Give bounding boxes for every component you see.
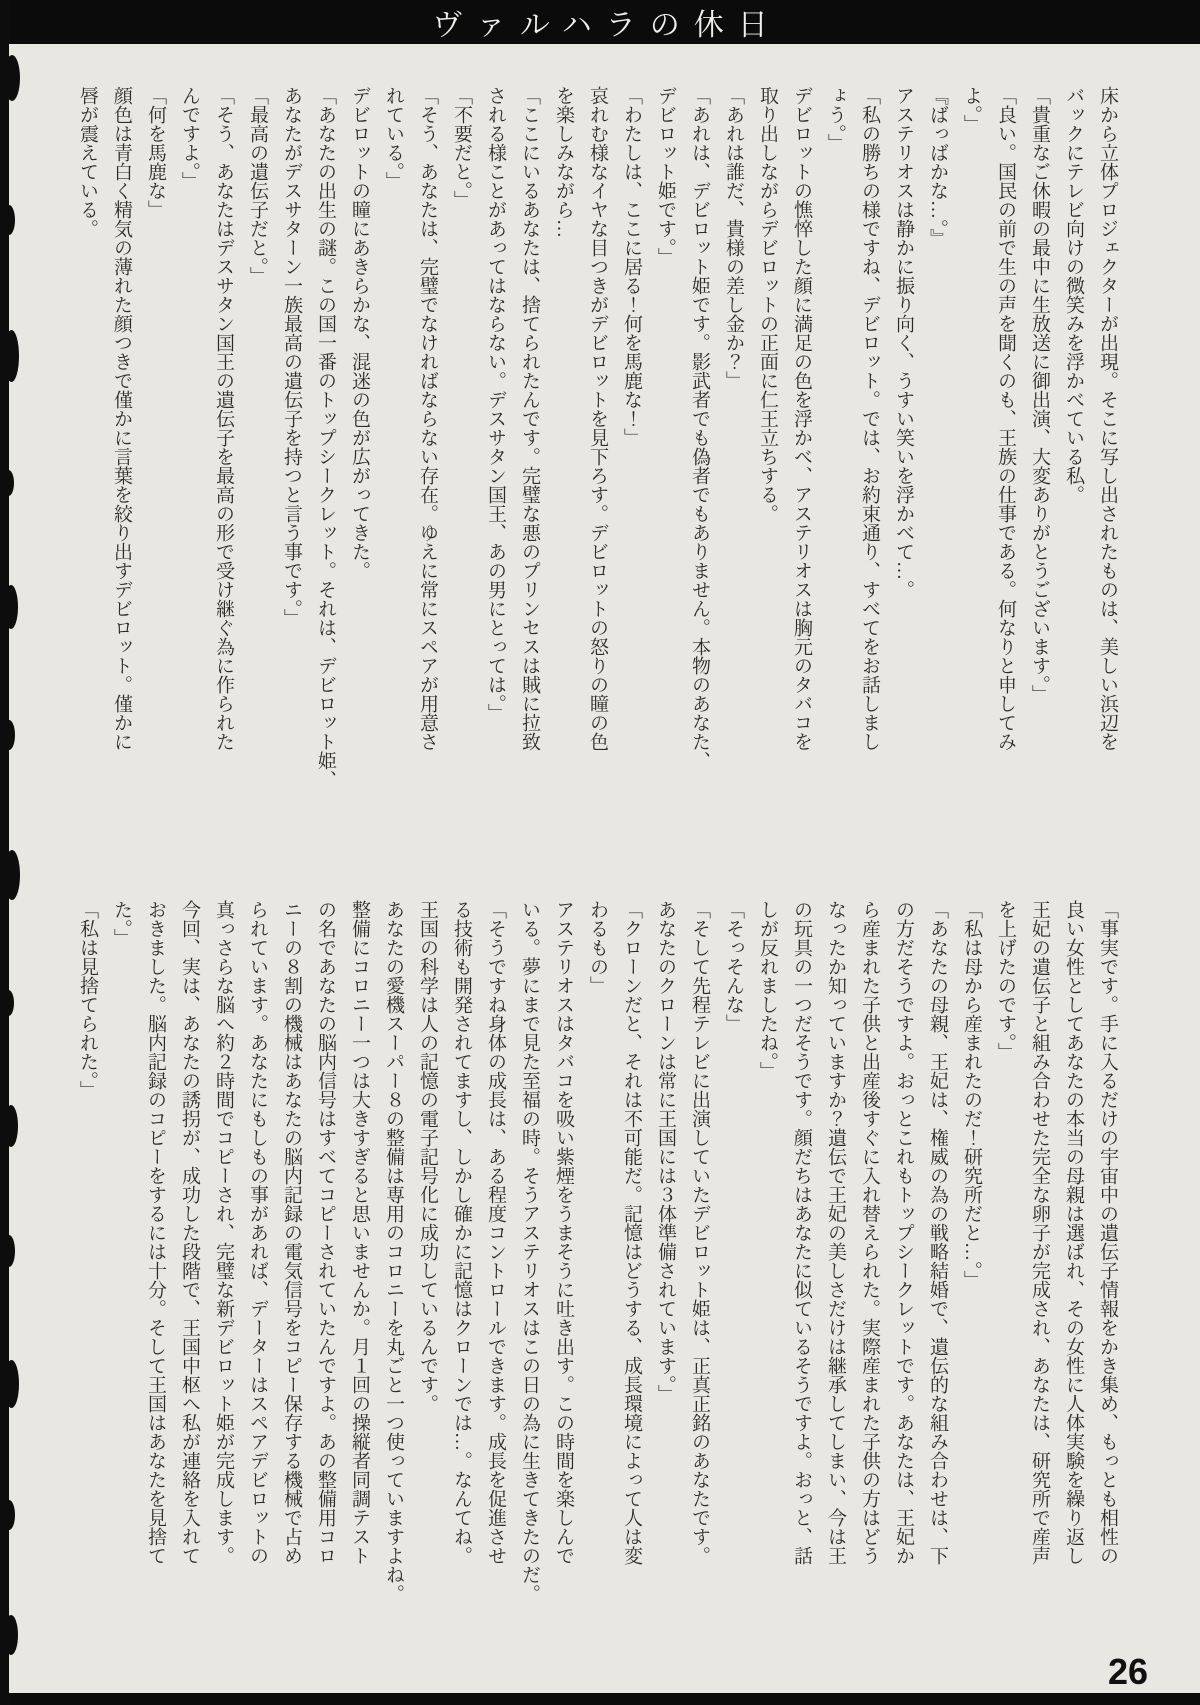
text-column: 「そして先程テレビに出演していたデビロット姫は、正真正銘のあなたです。 bbox=[689, 900, 710, 1565]
text-column: 「クローンだと、それは不可能だ。記憶はどうする、成長環境によって人は変 bbox=[621, 900, 642, 1565]
text-column: 「あなたの出生の謎。この国一番のトップシークレット。それは、デビロット姫、 bbox=[315, 86, 336, 789]
text-column: しが反れましたね。」 bbox=[757, 900, 778, 1081]
page-number: 26 bbox=[1107, 1651, 1148, 1692]
text-column: 「ここにいるあなたは、捨てられたんです。完璧な悪のプリンセスは賊に拉致 bbox=[519, 86, 540, 751]
binding-blob bbox=[4, 55, 20, 101]
text-column: 唇が震えている。 bbox=[77, 86, 98, 238]
text-column: た。」 bbox=[111, 900, 132, 948]
text-column: の方だそうですよ。おっとこれもトップシークレットです。あなたは、王妃か bbox=[893, 900, 914, 1565]
binding-blob bbox=[3, 720, 15, 750]
text-column: デビロットの憔悴した顔に満足の色を浮かべ、アステリオスは胸元のタバコを bbox=[791, 86, 812, 751]
text-column: わるもの」 bbox=[587, 900, 608, 995]
text-column: 今回、実は、あなたの誘拐が、成功した段階で、王国中枢へ私が連絡を入れて bbox=[179, 900, 200, 1565]
text-column: 王妃の遺伝子と組み合わせた完全な卵子が完成され、あなたは、研究所で産声 bbox=[1029, 900, 1050, 1565]
binding-blob bbox=[3, 990, 14, 1016]
bottom-scan-edge bbox=[0, 1693, 1200, 1705]
text-column: あなたの愛機スーパー８の整備は専用のコロニーを丸ごと一つ使っていますよね。 bbox=[383, 900, 404, 1603]
text-column: を上げたのです。」 bbox=[995, 900, 1016, 1062]
text-column: の名であなたの脳内信号はすべてコピーされていたんですよ。あの整備用コロ bbox=[315, 900, 336, 1565]
binding-blob bbox=[3, 1235, 15, 1267]
text-block-top bbox=[76, 86, 1118, 804]
text-column: 『ばっばかな…。』 bbox=[927, 86, 948, 248]
text-column: ょう。」 bbox=[825, 86, 846, 153]
binding-blob bbox=[3, 205, 15, 235]
text-column: 顔色は青白く精気の薄れた顔つきで僅かに言葉を絞り出すデビロット。僅かに bbox=[111, 86, 132, 751]
text-column: なったか知っていますか？遺伝で王妃の美しさだけは継承してしまい、今は王 bbox=[825, 900, 846, 1565]
text-column: 「そう、あなたはデスサタン国王の遺伝子を最高の形で受け継ぐ為に作られた bbox=[213, 86, 234, 751]
binding-blob bbox=[4, 850, 20, 900]
text-column: ニーの８割の機械はあなたの脳内記録の電気信号をコピー保存する機械で占め bbox=[281, 900, 302, 1565]
binding-blob bbox=[4, 1615, 18, 1655]
text-column: よ。」 bbox=[961, 86, 982, 134]
text-column: を楽しみながら… bbox=[553, 86, 574, 238]
text-column: デビロット姫です。」 bbox=[655, 86, 676, 267]
text-column: バックにテレビ向けの微笑みを浮かべている私。 bbox=[1063, 86, 1084, 504]
text-column: 「私は母から産まれたのだ！研究所だと…。」 bbox=[961, 900, 982, 1290]
text-column: あなたがデスサターン一族最高の遺伝子を持つと言う事です。」 bbox=[281, 86, 302, 628]
text-column: 「最高の遺伝子だと。」 bbox=[247, 86, 268, 286]
text-column: アステリオスはタバコを吸い紫煙をうまそうに吐き出す。この時間を楽しんで bbox=[553, 900, 574, 1565]
binding-blob bbox=[4, 1105, 18, 1147]
text-column: 「わたしは、ここに居る！何を馬鹿な！」 bbox=[621, 86, 642, 447]
text-column: 取り出しながらデビロットの正面に仁王立ちする。 bbox=[757, 86, 778, 523]
text-column: アステリオスは静かに振り向く、うすい笑いを浮かべて…。 bbox=[893, 86, 914, 599]
text-column: される様ことがあってはならない。デスサタン国王、あの男にとっては。」 bbox=[485, 86, 506, 723]
text-column: 「そっそんな」 bbox=[723, 900, 744, 1033]
text-column: 哀れむ様なイヤな目つきがデビロットを見下ろす。デビロットの怒りの瞳の色 bbox=[587, 86, 608, 751]
binding-blob bbox=[3, 470, 14, 496]
text-column: 「私は見捨てられた。」 bbox=[77, 900, 98, 1100]
text-column: る技術も開発されてますし、しかし確かに記憶はクローンでは…。なんてね。 bbox=[451, 900, 472, 1565]
binding-blob bbox=[4, 1360, 19, 1408]
text-column: 「あれは誰だ、貴様の差し金か？」 bbox=[723, 86, 744, 390]
text-column: 整備にコロニー一つは大きすぎると思いませんか。月１回の操縦者同調テスト bbox=[349, 900, 370, 1565]
page-title: ヴァルハラの休日 bbox=[432, 9, 782, 42]
text-column: 「そうですね身体の成長は、ある程度コントロールできます。成長を促進させ bbox=[485, 900, 506, 1565]
text-column: ら産まれた子供と出産後すぐに入れ替えられた。実際産まれた子供の方はどう bbox=[859, 900, 880, 1565]
page-header bbox=[0, 0, 1200, 44]
text-column: 王国の科学は人の記憶の電子記号化に成功しているんです。 bbox=[417, 900, 438, 1413]
text-column: 「良い。国民の前で生の声を聞くのも、王族の仕事である。何なりと申してみ bbox=[995, 86, 1016, 751]
text-column: 真っさらな脳へ約２時間でコピーされ、完璧な新デビロット姫が完成します。 bbox=[213, 900, 234, 1565]
binding-blob bbox=[4, 330, 19, 382]
binding-blob bbox=[3, 1500, 15, 1530]
text-column: 床から立体プロジェクターが出現。そこに写し出されたものは、美しい浜辺を bbox=[1097, 86, 1118, 751]
text-column: おきました。脳内記録のコピーをするには十分。そして王国はあなたを見捨て bbox=[145, 900, 166, 1565]
text-column: あなたのクローンは常に王国には３体準備されています。」 bbox=[655, 900, 676, 1404]
text-column: 「事実です。手に入るだけの宇宙中の遺伝子情報をかき集め、もっとも相性の bbox=[1097, 900, 1118, 1565]
text-column: 「あなたの母親、王妃は、権威の為の戦略結婚で、遺伝的な組み合わせは、下 bbox=[927, 900, 948, 1565]
text-column: 「不要だと。」 bbox=[451, 86, 472, 210]
text-column: 「貴重なご休暇の最中に生放送に御出演、大変ありがとうございます。」 bbox=[1029, 86, 1050, 704]
text-column: られています。あなたにもしもの事があれば、データーはスペアデビロットの bbox=[247, 900, 268, 1565]
binding-blob bbox=[4, 585, 18, 629]
text-column: 「私の勝ちの様ですね、デビロット。では、お約束通り、すべてをお話しまし bbox=[859, 86, 880, 751]
text-column: 良い女性としてあなたの本当の母親は選ばれ、その女性に人体実験を繰り返し bbox=[1063, 900, 1084, 1565]
text-column: 「あれは、デビロット姫です。影武者でも偽者でもありません。本物のあなた、 bbox=[689, 86, 710, 770]
text-column: 「何を馬鹿な」 bbox=[145, 86, 166, 219]
text-column: デビロットの瞳にあきらかな、混迷の色が広がってきた。 bbox=[349, 86, 370, 580]
text-column: の玩具の一つだそうです。顔だちはあなたに似ているそうですよ。おっと、話 bbox=[791, 900, 812, 1565]
text-column: 「そう、あなたは、完璧でなければならない存在。ゆえに常にスペアが用意さ bbox=[417, 86, 438, 751]
text-column: んですよ。」 bbox=[179, 86, 200, 191]
text-column: いる。夢にまで見た至福の時。そうアステリオスはこの日の為に生きてきたのだ。 bbox=[519, 900, 540, 1603]
text-block-bottom bbox=[76, 900, 1118, 1652]
text-column: れている。」 bbox=[383, 86, 404, 191]
